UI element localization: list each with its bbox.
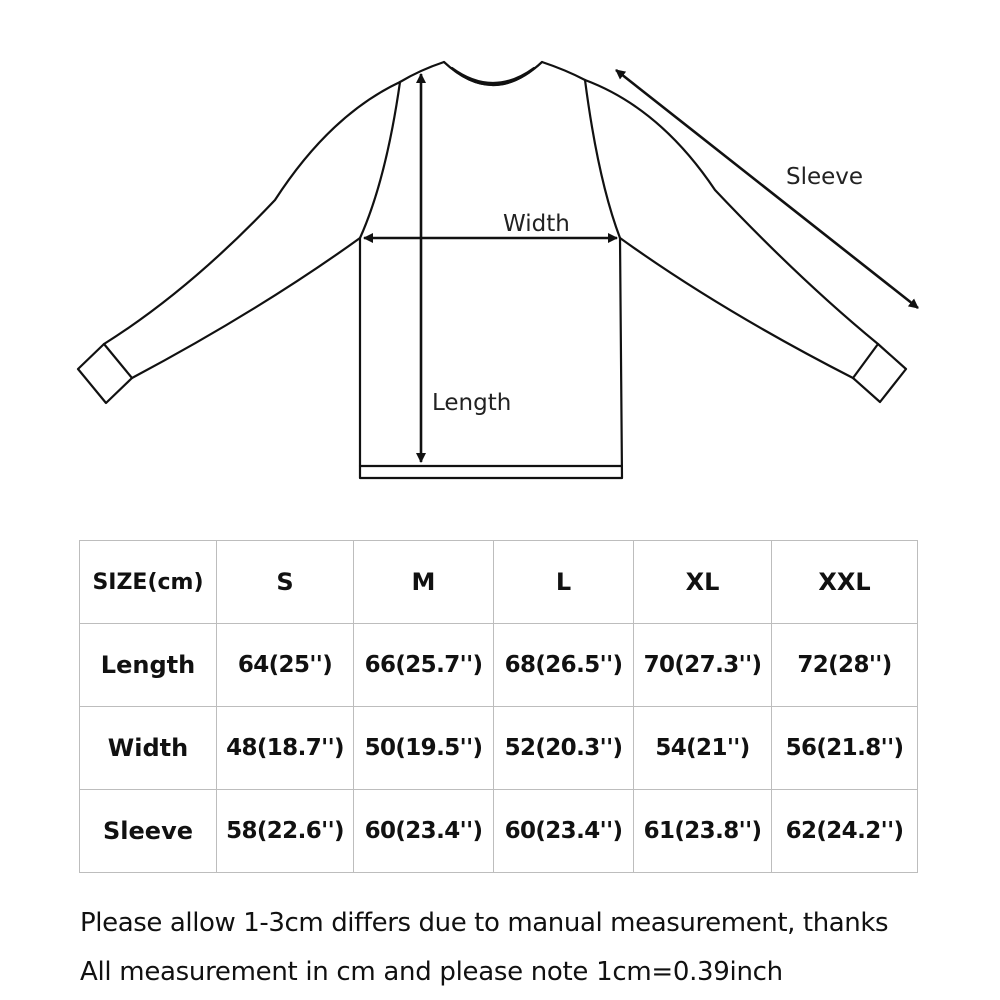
measurement-tolerance-note: Please allow 1-3cm differs due to manual measurement, thanks — [80, 908, 889, 938]
table-cell: 64(25'') — [217, 624, 354, 707]
size-header-xl: XL — [634, 541, 772, 624]
table-cell: 54(21'') — [634, 707, 772, 790]
table-cell: 61(23.8'') — [634, 790, 772, 873]
table-cell: 52(20.3'') — [494, 707, 634, 790]
table-cell: 58(22.6'') — [217, 790, 354, 873]
size-chart-table — [79, 540, 918, 873]
table-cell: 62(24.2'') — [772, 790, 918, 873]
row-label-width: Width — [80, 707, 217, 790]
size-unit-header: SIZE(cm) — [80, 541, 217, 624]
sleeve-label: Sleeve — [786, 164, 864, 190]
table-cell: 70(27.3'') — [634, 624, 772, 707]
sleeve-arrow — [616, 70, 918, 308]
table-row-sleeve — [80, 790, 918, 873]
row-label-sleeve: Sleeve — [80, 790, 217, 873]
row-label-length: Length — [80, 624, 217, 707]
length-label: Length — [432, 390, 512, 416]
size-header-s: S — [217, 541, 354, 624]
size-header-l: L — [494, 541, 634, 624]
table-header-row — [80, 541, 918, 624]
size-header-xxl: XXL — [772, 541, 918, 624]
width-label: Width — [503, 211, 570, 237]
table-cell: 68(26.5'') — [494, 624, 634, 707]
size-header-m: M — [354, 541, 494, 624]
table-cell: 60(23.4'') — [494, 790, 634, 873]
table-cell: 72(28'') — [772, 624, 918, 707]
table-cell: 60(23.4'') — [354, 790, 494, 873]
table-cell: 48(18.7'') — [217, 707, 354, 790]
table-cell: 50(19.5'') — [354, 707, 494, 790]
table-cell: 56(21.8'') — [772, 707, 918, 790]
table-row-width — [80, 707, 918, 790]
table-row-length — [80, 624, 918, 707]
unit-conversion-note: All measurement in cm and please note 1cm=0.39inch — [80, 957, 783, 987]
table-cell: 66(25.7'') — [354, 624, 494, 707]
